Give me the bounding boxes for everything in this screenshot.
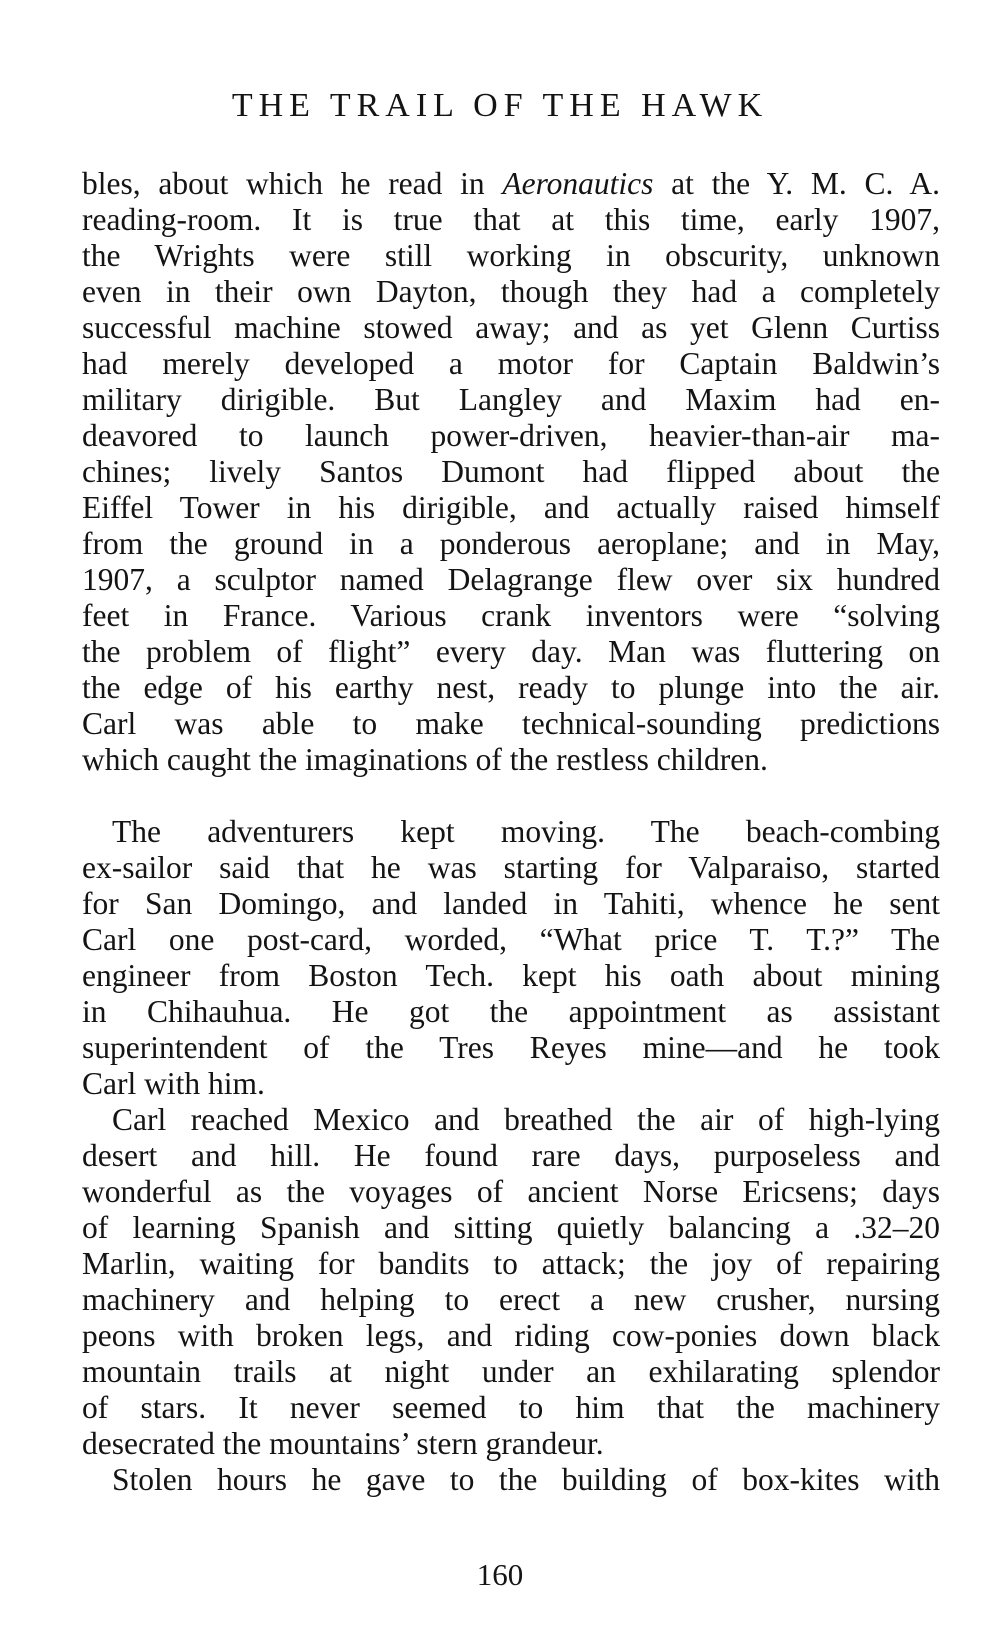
text-line: feet in France. Various crank inventors were “solving xyxy=(82,598,940,633)
text-line: ex-sailor said that he was starting for Valparaiso, started xyxy=(82,850,940,885)
text-line: machinery and helping to erect a new crusher, nursing xyxy=(82,1282,940,1317)
text-line: mountain trails at night under an exhilarating splendor xyxy=(82,1354,940,1389)
text-line: desert and hill. He found rare days, purposeless and xyxy=(82,1138,940,1173)
text-line: chines; lively Santos Dumont had flipped about the xyxy=(82,454,940,489)
text-line: Marlin, waiting for bandits to attack; the joy of repairing xyxy=(82,1246,940,1281)
text-line: bles, about which he read in Aeronautics at the Y. M. C. A. xyxy=(82,166,940,201)
text-line: Carl reached Mexico and breathed the air of high-lying xyxy=(112,1102,940,1137)
text-line: successful machine stowed away; and as yet Glenn Curtiss xyxy=(82,310,940,345)
text-line: even in their own Dayton, though they had a completely xyxy=(82,274,940,309)
text-line: had merely developed a motor for Captain Baldwin’s xyxy=(82,346,940,381)
text-line: of learning Spanish and sitting quietly balancing a .32–20 xyxy=(82,1210,940,1245)
text-line: for San Domingo, and landed in Tahiti, whence he sent xyxy=(82,886,940,921)
text-line: Carl was able to make technical-sounding predictions xyxy=(82,706,940,741)
text-line: the edge of his earthy nest, ready to plunge into the air. xyxy=(82,670,940,705)
text-line: engineer from Boston Tech. kept his oath about mining xyxy=(82,958,940,993)
text-line: of stars. It never seemed to him that the machinery xyxy=(82,1390,940,1425)
text-line: the problem of flight” every day. Man was fluttering on xyxy=(82,634,940,669)
text-line: peons with broken legs, and riding cow-ponies down black xyxy=(82,1318,940,1353)
text-line: 1907, a sculptor named Delagrange flew over six hundred xyxy=(82,562,940,597)
text-line: Eiffel Tower in his dirigible, and actually raised himself xyxy=(82,490,940,525)
page-number: 160 xyxy=(476,1557,524,1592)
text-line: from the ground in a ponderous aeroplane; and in May, xyxy=(82,526,940,561)
text-line: reading-room. It is true that at this time, early 1907, xyxy=(82,202,940,237)
text-line: The adventurers kept moving. The beach-combing xyxy=(112,814,940,849)
text-line: the Wrights were still working in obscurity, unknown xyxy=(82,238,940,273)
text-line: deavored to launch power-driven, heavier-than-air ma- xyxy=(82,418,940,453)
text-line: which caught the imaginations of the restless children. xyxy=(82,742,768,777)
text-line: wonderful as the voyages of ancient Norse Ericsens; days xyxy=(82,1174,940,1209)
text-line: Stolen hours he gave to the building of box-kites with xyxy=(112,1462,940,1497)
text-line: military dirigible. But Langley and Maxim had en- xyxy=(82,382,940,417)
running-head: THE TRAIL OF THE HAWK xyxy=(231,87,769,124)
text-line: desecrated the mountains’ stern grandeur. xyxy=(82,1426,604,1461)
text-line: Carl with him. xyxy=(82,1066,265,1101)
text-line: in Chihauhua. He got the appointment as assistant xyxy=(82,994,940,1029)
text-line: Carl one post-card, worded, “What price T. T.?” The xyxy=(82,922,940,957)
italic-title: Aeronautics xyxy=(502,166,654,201)
text-line: superintendent of the Tres Reyes mine—and he took xyxy=(82,1030,940,1065)
